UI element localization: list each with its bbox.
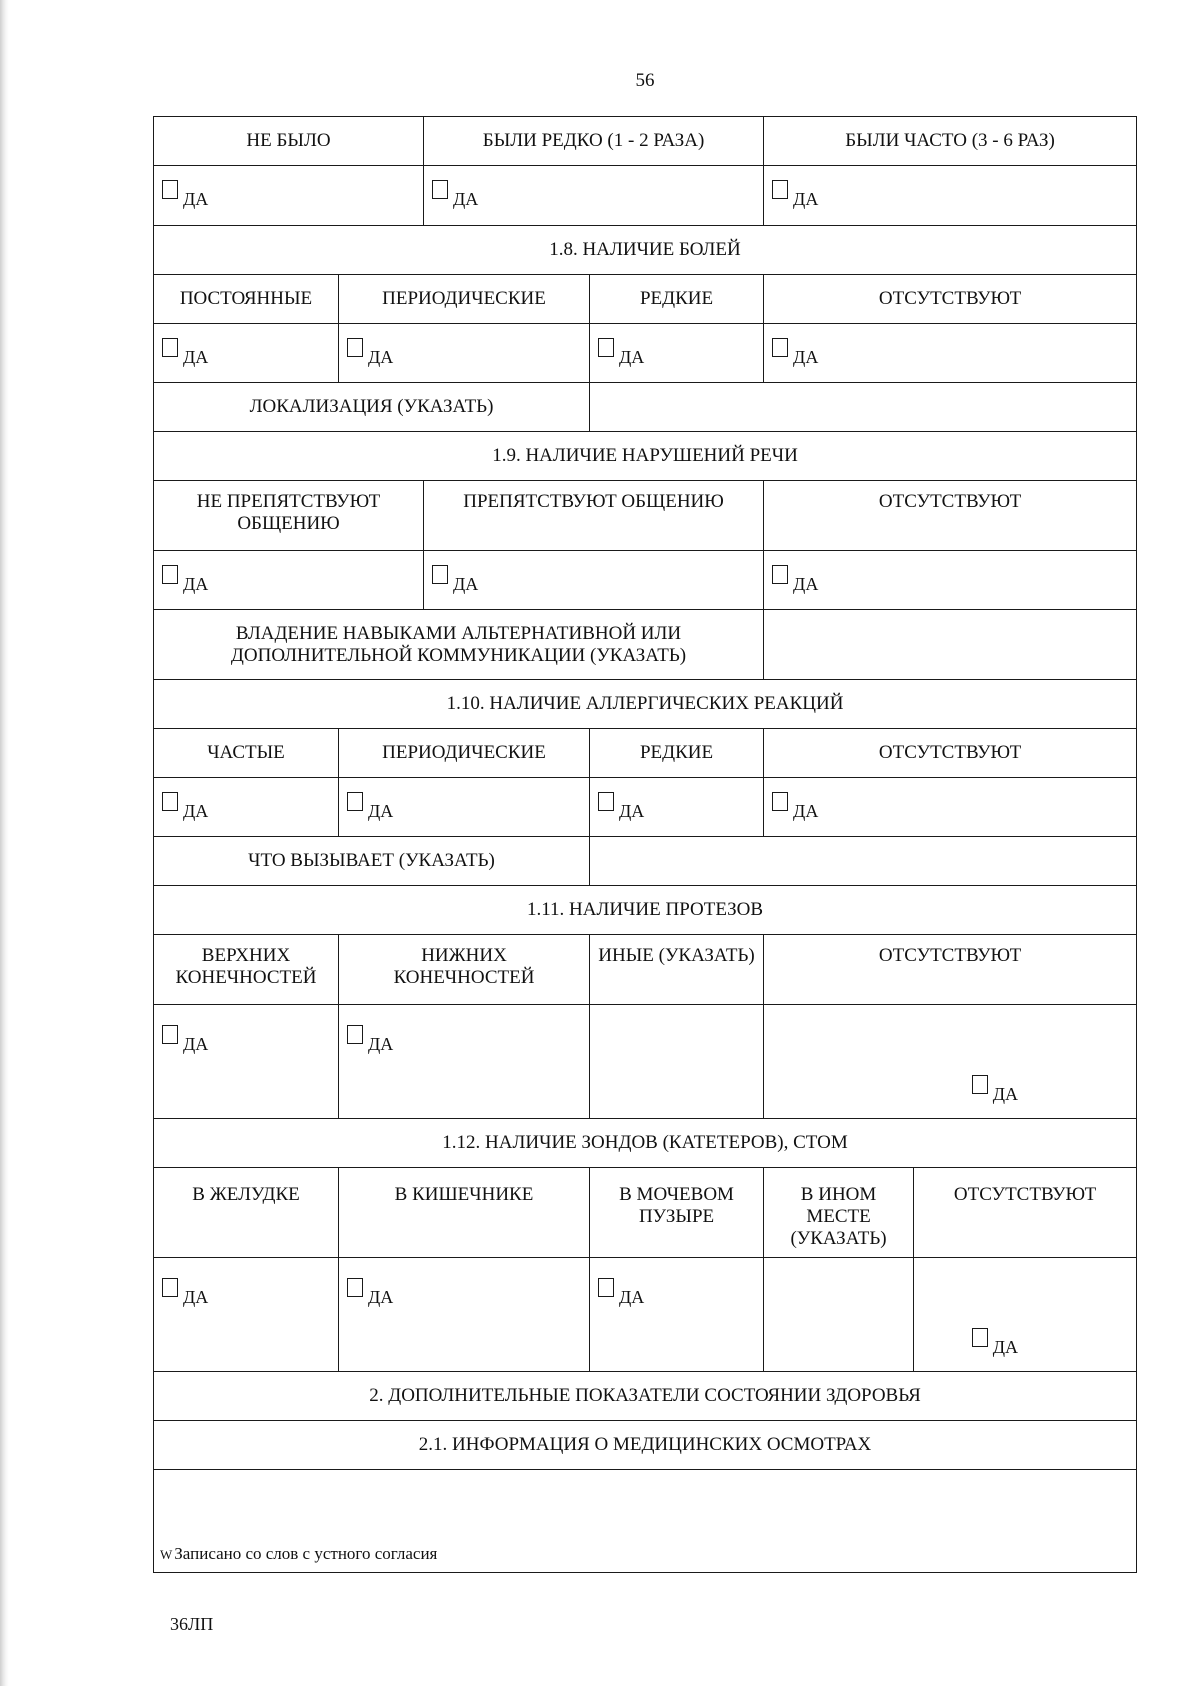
pain-header-constant: ПОСТОЯННЫЕ <box>154 275 339 324</box>
probes-option <box>339 1258 590 1372</box>
probes-option <box>154 1258 339 1372</box>
probes-header-other: В ИНОМ МЕСТЕ (УКАЗАТЬ) <box>764 1168 914 1258</box>
checkbox-label: ДА <box>368 1034 394 1054</box>
allergy-header-periodic: ПЕРИОДИЧЕСКИЕ <box>339 729 590 778</box>
checkbox[interactable] <box>972 1328 988 1347</box>
probes-header-intestine: В КИШЕЧНИКЕ <box>339 1168 590 1258</box>
freq-header-rare: БЫЛИ РЕДКО (1 - 2 РАЗА) <box>424 117 764 166</box>
speech-option <box>424 551 764 610</box>
checkbox[interactable] <box>598 792 614 811</box>
checkbox-label: ДА <box>793 346 819 367</box>
allergy-option <box>764 778 1137 837</box>
section-title-prosthesis: 1.11. НАЛИЧИЕ ПРОТЕЗОВ <box>154 886 1137 935</box>
probes-header-absent: ОТСУТСТВУЮТ <box>914 1168 1137 1258</box>
prosthesis-option <box>764 1005 1137 1119</box>
pain-header-absent: ОТСУТСТВУЮТ <box>764 275 1137 324</box>
checkbox[interactable] <box>347 1278 363 1297</box>
speech-header-absent: ОТСУТСТВУЮТ <box>764 481 1137 551</box>
pain-localization-field[interactable] <box>590 383 1137 432</box>
prosthesis-option <box>339 1005 590 1119</box>
checkbox-label: ДА <box>793 800 819 821</box>
allergy-header-frequent: ЧАСТЫЕ <box>154 729 339 778</box>
allergy-option <box>339 778 590 837</box>
checkbox-label: ДА <box>619 346 645 367</box>
checkbox-label: ДА <box>992 1084 1019 1104</box>
checkbox-label: ДА <box>793 573 819 594</box>
checkbox[interactable] <box>772 180 788 199</box>
checkbox-label: ДА <box>368 346 394 367</box>
checkbox-label: ДА <box>619 1287 645 1307</box>
note-text: Записано со слов с устного согласия <box>174 1544 438 1563</box>
prosthesis-option <box>154 1005 339 1119</box>
speech-option <box>154 551 424 610</box>
pain-option <box>339 324 590 383</box>
checkbox-label: ДА <box>793 189 819 209</box>
pain-header-periodic: ПЕРИОДИЧЕСКИЕ <box>339 275 590 324</box>
page-number: 56 <box>635 70 655 91</box>
prosthesis-header-absent: ОТСУТСТВУЮТ <box>764 935 1137 1005</box>
freq-often-option <box>764 166 1137 226</box>
checkbox[interactable] <box>162 180 178 199</box>
checkbox[interactable] <box>162 565 178 584</box>
speech-option <box>764 551 1137 610</box>
checkbox-label: ДА <box>183 1034 209 1054</box>
allergy-option <box>154 778 339 837</box>
checkbox-label: ДА <box>183 189 209 209</box>
note-mark: W <box>160 1547 173 1562</box>
speech-header-not-hindering: НЕ ПРЕПЯТСТВУЮТ ОБЩЕНИЮ <box>154 481 424 551</box>
checkbox[interactable] <box>162 1278 178 1297</box>
probes-header-stomach: В ЖЕЛУДКЕ <box>154 1168 339 1258</box>
pain-localization-label: ЛОКАЛИЗАЦИЯ (УКАЗАТЬ) <box>154 383 590 432</box>
prosthesis-header-other: ИНЫЕ (УКАЗАТЬ) <box>590 935 764 1005</box>
allergy-cause-field[interactable] <box>590 837 1137 886</box>
checkbox[interactable] <box>162 1025 178 1044</box>
freq-header-none: НЕ БЫЛО <box>154 117 424 166</box>
checkbox[interactable] <box>432 565 448 584</box>
checkbox-label: ДА <box>619 800 645 821</box>
checkbox[interactable] <box>772 338 788 357</box>
checkbox[interactable] <box>772 792 788 811</box>
form-code: 36ЛП <box>170 1614 214 1634</box>
checkbox[interactable] <box>598 1278 614 1297</box>
allergy-header-absent: ОТСУТСТВУЮТ <box>764 729 1137 778</box>
pain-option <box>764 324 1137 383</box>
pain-option <box>590 324 764 383</box>
checkbox-label: ДА <box>368 800 394 821</box>
allergy-header-rare: РЕДКИЕ <box>590 729 764 778</box>
probes-header-bladder: В МОЧЕВОМ ПУЗЫРЕ <box>590 1168 764 1258</box>
section-title-allergy: 1.10. НАЛИЧИЕ АЛЛЕРГИЧЕСКИХ РЕАКЦИЙ <box>154 680 1137 729</box>
freq-none-option <box>154 166 424 226</box>
checkbox-label: ДА <box>368 1287 394 1307</box>
section-title-medical-exams: 2.1. ИНФОРМАЦИЯ О МЕДИЦИНСКИХ ОСМОТРАХ <box>154 1421 1137 1470</box>
checkbox[interactable] <box>432 180 448 199</box>
checkbox-label: ДА <box>183 573 209 594</box>
checkbox[interactable] <box>347 792 363 811</box>
allergy-option <box>590 778 764 837</box>
section-title-pain: 1.8. НАЛИЧИЕ БОЛЕЙ <box>154 226 1137 275</box>
prosthesis-header-lower: НИЖНИХ КОНЕЧНОСТЕЙ <box>339 935 590 1005</box>
checkbox-label: ДА <box>453 573 479 594</box>
checkbox[interactable] <box>772 565 788 584</box>
speech-communication-field[interactable] <box>764 610 1137 680</box>
checkbox-label: ДА <box>992 1337 1019 1357</box>
probes-option <box>914 1258 1137 1372</box>
checkbox[interactable] <box>347 1025 363 1044</box>
checkbox[interactable] <box>162 792 178 811</box>
speech-communication-label: ВЛАДЕНИЕ НАВЫКАМИ АЛЬТЕРНАТИВНОЙ ИЛИ ДОПОЛНИТЕЛЬНОЙ КОММУНИКАЦИИ (УКАЗАТЬ) <box>154 610 764 680</box>
probes-other-field[interactable] <box>764 1258 914 1372</box>
checkbox[interactable] <box>347 338 363 357</box>
pain-header-rare: РЕДКИЕ <box>590 275 764 324</box>
pain-option <box>154 324 339 383</box>
health-assessment-form <box>153 116 1137 1573</box>
probes-option <box>590 1258 764 1372</box>
section-title-additional-health: 2. ДОПОЛНИТЕЛЬНЫЕ ПОКАЗАТЕЛИ СОСТОЯНИИ ЗДОРОВЬЯ <box>154 1372 1137 1421</box>
checkbox-label: ДА <box>183 1287 209 1307</box>
speech-header-hindering: ПРЕПЯТСТВУЮТ ОБЩЕНИЮ <box>424 481 764 551</box>
section-title-probes: 1.12. НАЛИЧИЕ ЗОНДОВ (КАТЕТЕРОВ), СТОМ <box>154 1119 1137 1168</box>
checkbox[interactable] <box>598 338 614 357</box>
checkbox-label: ДА <box>183 800 209 821</box>
checkbox-label: ДА <box>183 346 209 367</box>
scan-edge <box>0 0 9 1686</box>
checkbox-label: ДА <box>453 189 479 209</box>
prosthesis-header-upper: ВЕРХНИХ КОНЕЧНОСТЕЙ <box>154 935 339 1005</box>
medical-exams-field[interactable] <box>154 1470 1137 1573</box>
checkbox[interactable] <box>972 1075 988 1094</box>
checkbox[interactable] <box>162 338 178 357</box>
freq-header-often: БЫЛИ ЧАСТО (3 - 6 РАЗ) <box>764 117 1137 166</box>
freq-rare-option <box>424 166 764 226</box>
prosthesis-other-field[interactable] <box>590 1005 764 1119</box>
section-title-speech: 1.9. НАЛИЧИЕ НАРУШЕНИЙ РЕЧИ <box>154 432 1137 481</box>
allergy-cause-label: ЧТО ВЫЗЫВАЕТ (УКАЗАТЬ) <box>154 837 590 886</box>
